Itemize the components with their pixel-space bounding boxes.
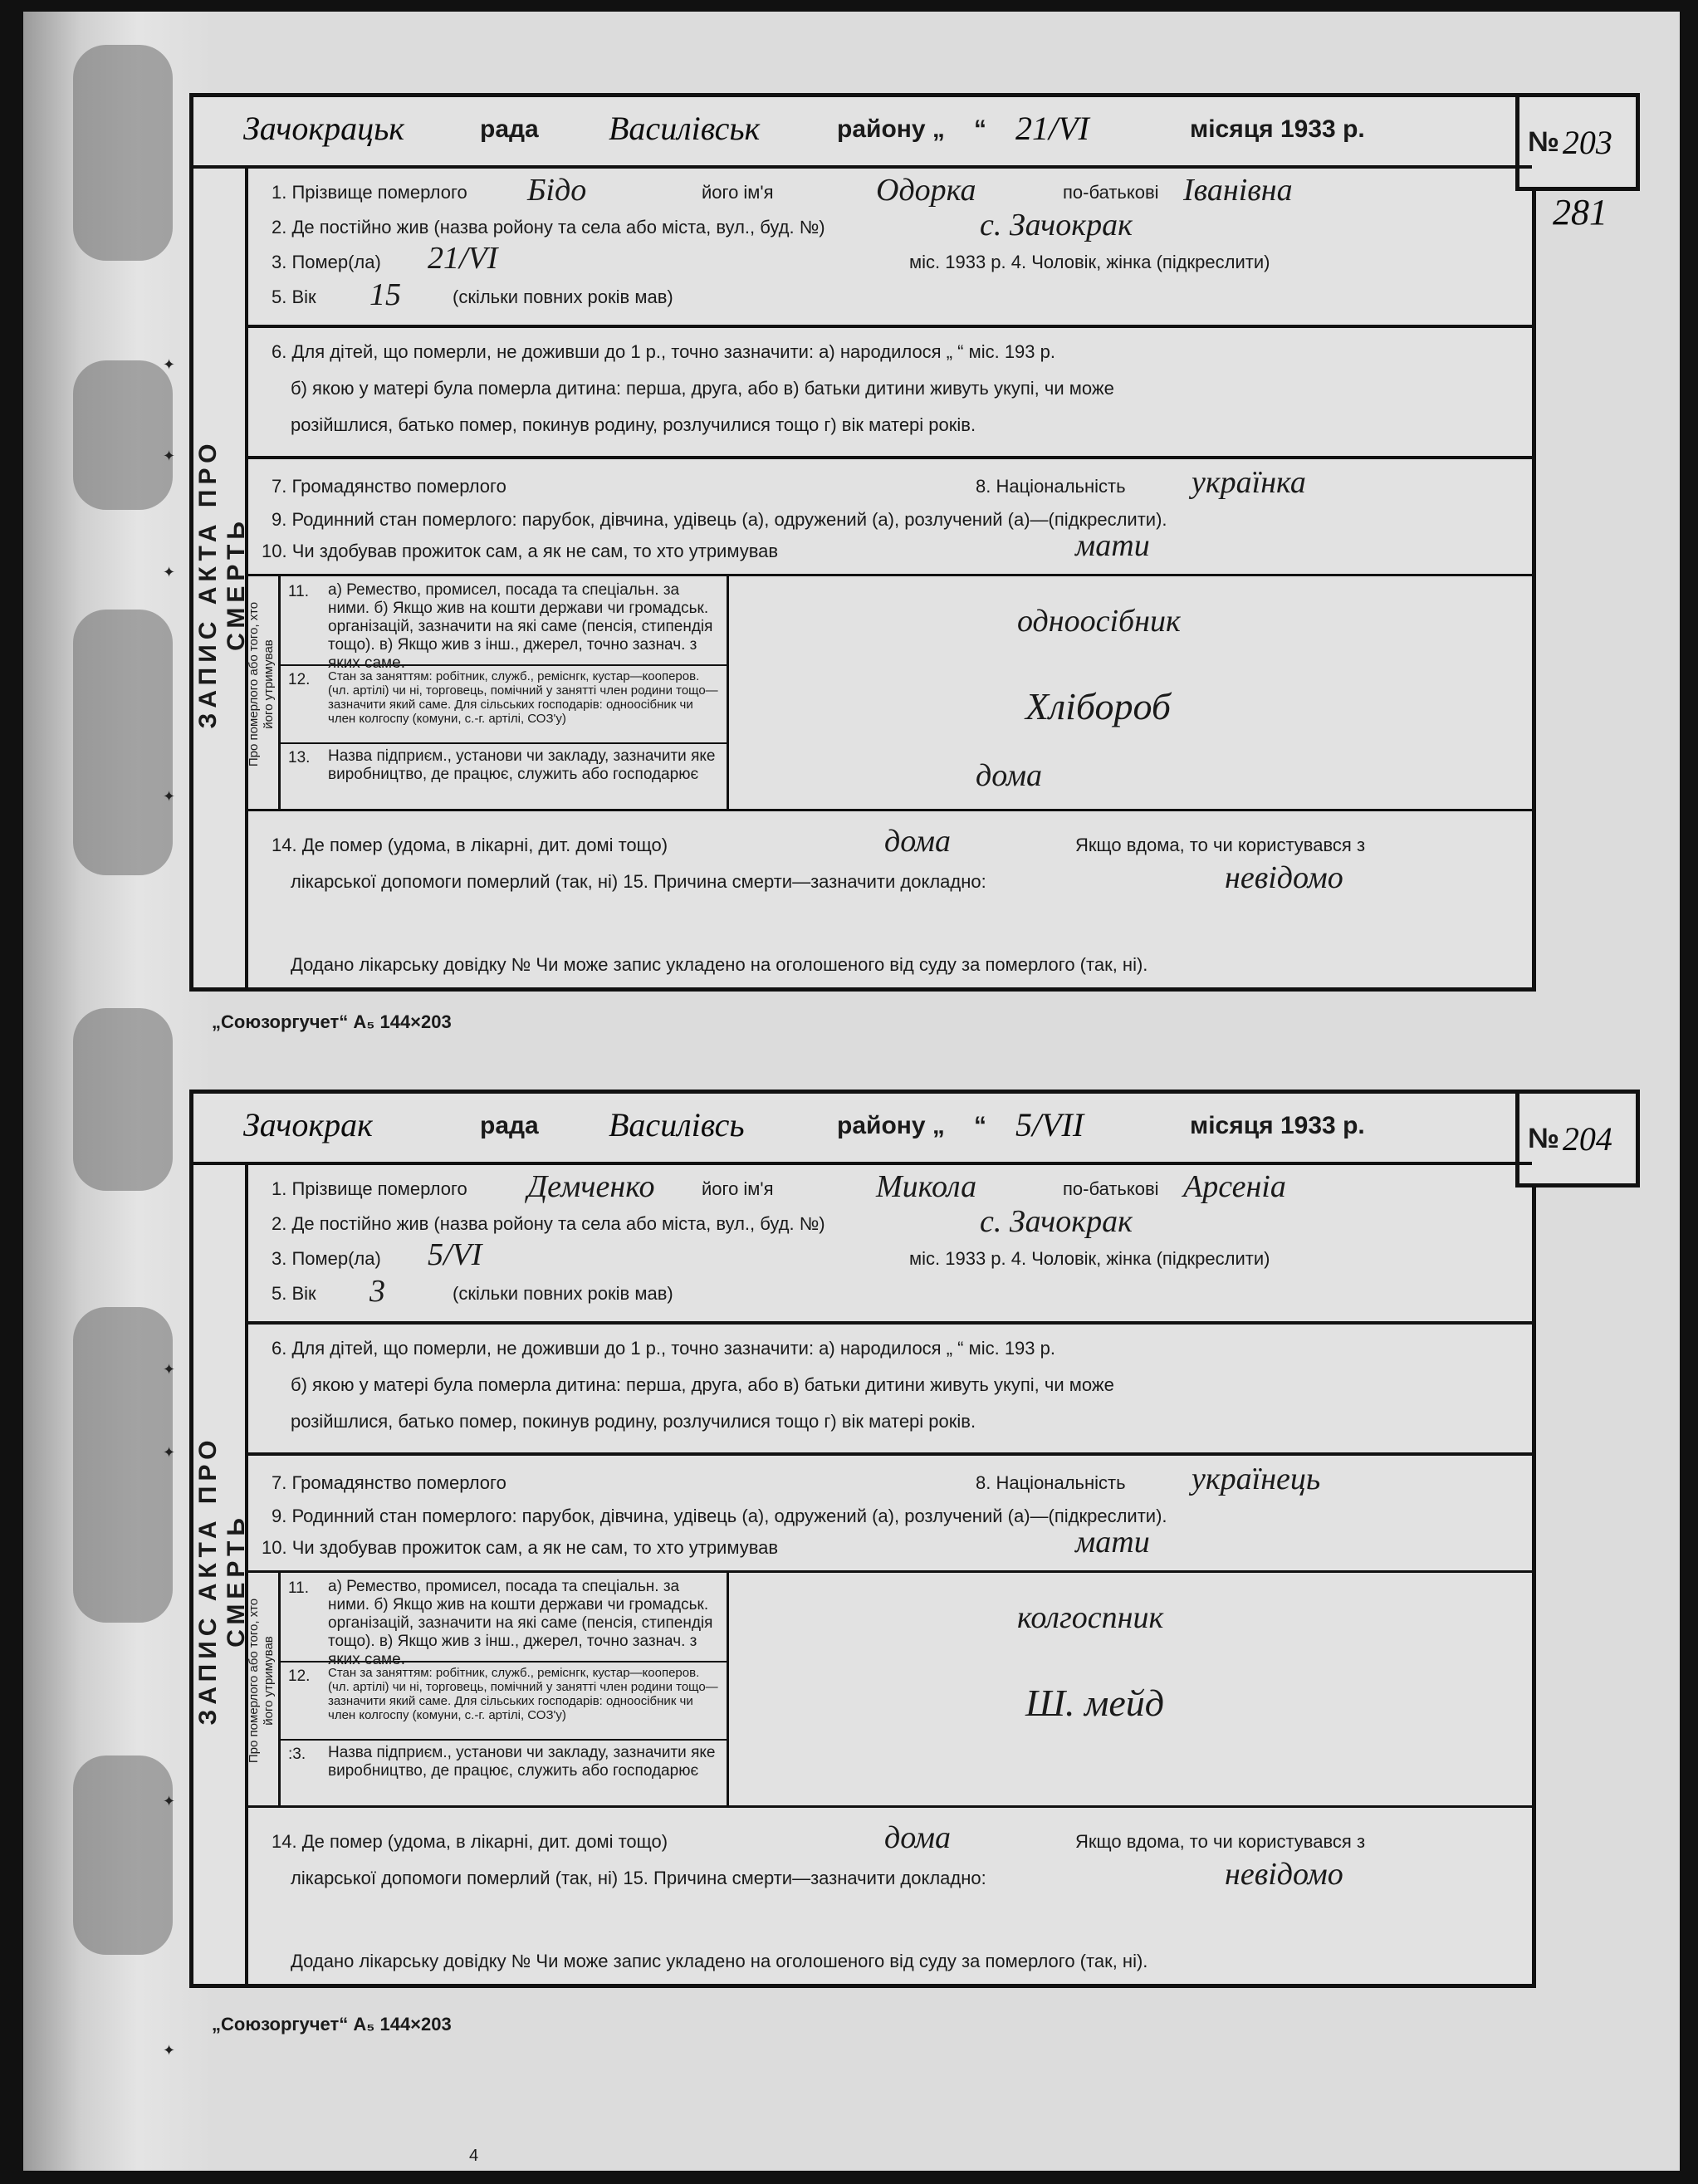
record-number: 203 [1562, 123, 1612, 161]
field-16-label: Додано лікарську довідку № Чи може запис укладено на оголошеного від суду за померлого (так, ні). [291, 1951, 1148, 1971]
binding-edge [23, 12, 214, 2171]
binding-hole-icon: ✦ [163, 564, 176, 580]
field-1-label: 1. Прізвище померлого [272, 1178, 467, 1199]
field-11-label: а) Ремество, промисел, посада та спеціальн. за ними. б) Якщо жив на кошти держави чи громадськ. організацій, зазначити на які саме (пенсія, стипендія тощо). в) Якщо жив з інш., джерел, точно зазнач. з яких саме. [328, 1578, 713, 1668]
field-13-number: :3. [288, 1746, 306, 1763]
field-10-row [245, 1525, 1532, 1567]
village-council-name: Зачокрак [243, 1106, 373, 1143]
rayon-label: району „ [837, 115, 945, 143]
age-value: 3 [369, 1274, 385, 1309]
patronymic-value: Іванівна [1183, 173, 1293, 208]
occupation-questions [278, 576, 729, 809]
field-12-label: Стан за заняттям: робітник, служб., реміснгк, кустар—кооперов. (чл. артілі) чи ні, торговець, помічний у занятті член родини тощо—зазначити який саме. Для сільських господарів: одноосібник чи член колгоспу (комуни, с.-г. артілі, СОЗ'у) [328, 669, 718, 726]
field-10-row [245, 528, 1532, 570]
village-council-name: Зачокрацьк [243, 110, 404, 147]
field-6c-label: розійшлися, батько помер, покинув родину, розлучилися тощо г) вік матері років. [291, 414, 976, 435]
field-5-row [245, 277, 1532, 312]
record-body [245, 165, 1532, 987]
binding-hole-icon: ✦ [163, 1793, 176, 1809]
field-3-row [245, 1237, 1532, 1273]
field-13-label: Назва підприєм., установи чи закладу, зазначити яке виробництво, де працює, служить або господарює [328, 747, 716, 783]
field-3-row [245, 241, 1532, 277]
field-11-number: 11. [288, 1579, 310, 1597]
district-name: Василівськ [609, 110, 761, 147]
field-1-label: 1. Прізвище померлого [272, 182, 467, 203]
occupation-side-text: Про померлого або того, хто його утримував [247, 601, 276, 767]
field-13-label: Назва підприєм., установи чи закладу, зазначити яке виробництво, де працює, служить або господарює [328, 1744, 716, 1780]
status-value: Хлібороб [1025, 685, 1171, 727]
occupation-questions [278, 1573, 729, 1805]
age-note: (скільки повних років мав) [453, 286, 673, 307]
residence-value: с. Зачокрак [980, 1204, 1133, 1239]
registration-date: 5/VII [1015, 1106, 1084, 1143]
date-quote: “ [974, 1112, 986, 1139]
field-15-label: лікарської допомоги померлий (так, ні) 15. Причина смерти—зазначити докладно: [291, 1868, 986, 1888]
number-label: № [1528, 1122, 1559, 1154]
nationality-value: українка [1192, 465, 1306, 500]
divider [245, 456, 1532, 459]
record-header [193, 97, 1532, 169]
age-value: 15 [369, 277, 401, 312]
field-13-number: 13. [288, 749, 311, 766]
rada-label: рада [480, 1112, 539, 1139]
field-8-label: 8. Національність [976, 1472, 1126, 1493]
name-label: його ім'я [702, 1178, 774, 1199]
binding-hole-icon: ✦ [163, 448, 176, 464]
binding-hole-icon: ✦ [163, 1361, 176, 1378]
binding-hole-icon: ✦ [163, 1444, 176, 1461]
field-3-4-label: міс. 1933 р. 4. Чоловік, жінка (підкреслити) [909, 252, 1270, 272]
district-name: Василівсь [609, 1106, 745, 1143]
divider [245, 1452, 1532, 1456]
form-footer: „Союзоргучет“ А₅ 144×203 [212, 1011, 452, 1032]
field-6a-label: 6. Для дітей, що померли, не доживши до 1 р., точно зазначити: а) народилося „ “ міс. 193 р. [272, 1338, 1055, 1359]
form-footer: „Союзоргучет“ А₅ 144×203 [212, 2014, 452, 2035]
field-2-row [245, 1204, 1532, 1239]
field-14-note: Якщо вдома, то чи користувався з [1075, 1831, 1366, 1852]
occupation-side [245, 1573, 281, 1805]
field-7-label: 7. Громадянство померлого [272, 1472, 506, 1493]
field-14-note: Якщо вдома, то чи користувався з [1075, 835, 1366, 855]
field-5-label: 5. Вік [272, 286, 316, 307]
death-date-value: 5/VI [428, 1237, 482, 1272]
occupation-section [245, 1570, 1532, 1808]
field-3-label: 3. Помер(ла) [272, 1248, 381, 1269]
divider [245, 1321, 1532, 1325]
name-value: Микола [876, 1169, 977, 1204]
record-number: 204 [1562, 1119, 1612, 1158]
field-3-4-label: міс. 1933 р. 4. Чоловік, жінка (підкреслити) [909, 1248, 1270, 1269]
workplace-value: дома [976, 758, 1043, 793]
field-13-cell [278, 1739, 727, 1800]
patronymic-label: по-батькові [1063, 182, 1159, 203]
field-11-cell [278, 576, 727, 672]
patronymic-value: Арсеніа [1183, 1169, 1286, 1204]
cause-of-death-value: невідомо [1225, 1857, 1343, 1892]
field-1-row [245, 173, 1532, 208]
archive-mark: 281 [1553, 192, 1607, 233]
supporter-value: мати [1075, 528, 1150, 563]
field-8-label: 8. Національність [976, 476, 1126, 497]
supporter-value: мати [1075, 1525, 1150, 1560]
field-15-label: лікарської допомоги померлий (так, ні) 15. Причина смерти—зазначити докладно: [291, 871, 986, 892]
record-side-title [193, 1162, 248, 1984]
field-12-cell [278, 664, 727, 744]
death-record-form [189, 1090, 1612, 1988]
field-3-label: 3. Помер(ла) [272, 252, 381, 272]
field-2-row [245, 208, 1532, 242]
field-14-label: 14. Де помер (удома, в лікарні, дит. домі тощо) [272, 1831, 668, 1852]
date-quote: “ [974, 115, 986, 143]
occupation-side [245, 576, 281, 809]
field-2-label: 2. Де постійно жив (назва ройону та села або міста, вул., буд. №) [272, 1213, 825, 1234]
side-title-text: ЗАПИС АКТА ПРО СМЕРТЬ [194, 1435, 250, 1726]
record-side-title [193, 165, 248, 987]
record-body [245, 1162, 1532, 1984]
field-11-label: а) Ремество, промисел, посада та спеціальн. за ними. б) Якщо жив на кошти держави чи громадськ. організацій, зазначити на які саме (пенсія, стипендія тощо). в) Якщо жив з інш., джерел, точно зазнач. з яких саме. [328, 581, 713, 672]
surname-value: Бідо [527, 173, 587, 208]
registration-date: 21/VI [1015, 110, 1089, 147]
field-1-row [245, 1169, 1532, 1204]
field-14-label: 14. Де помер (удома, в лікарні, дит. домі тощо) [272, 835, 668, 855]
divider [245, 325, 1532, 328]
rayon-label: району „ [837, 1112, 945, 1139]
field-15-row [245, 1857, 1532, 1898]
place-of-death-value: дома [884, 824, 952, 859]
side-title-text: ЗАПИС АКТА ПРО СМЕРТЬ [194, 438, 250, 729]
name-value: Одорка [876, 173, 976, 208]
field-10-label: 10. Чи здобував прожиток сам, а як не сам, то хто утримував [262, 541, 779, 561]
field-16-label: Додано лікарську довідку № Чи може запис укладено на оголошеного від суду за померлого (так, ні). [291, 954, 1148, 975]
record-number-box [1515, 93, 1640, 191]
rada-label: рада [480, 115, 539, 143]
field-6c-label: розійшлися, батько помер, покинув родину, розлучилися тощо г) вік матері років. [291, 1411, 976, 1432]
surname-value: Демченко [527, 1169, 655, 1204]
field-2-label: 2. Де постійно жив (назва ройону та села або міста, вул., буд. №) [272, 217, 825, 237]
field-5-label: 5. Вік [272, 1283, 316, 1304]
field-12-cell [278, 1661, 727, 1741]
field-6b-label: б) якою у матері була померла дитина: перша, друга, або в) батьки дитини живуть укупі, чи може [291, 378, 1114, 399]
field-7-8-row [245, 1462, 1532, 1502]
death-date-value: 21/VI [428, 241, 498, 276]
patronymic-label: по-батькові [1063, 1178, 1159, 1199]
field-6a-label: 6. Для дітей, що померли, не доживши до 1 р., точно зазначити: а) народилося „ “ міс. 193 р. [272, 341, 1055, 362]
binding-hole-icon: ✦ [163, 356, 176, 373]
binding-hole-icon: ✦ [163, 788, 176, 805]
record-number-box [1515, 1090, 1640, 1187]
record-header [193, 1094, 1532, 1165]
field-7-label: 7. Громадянство померлого [272, 476, 506, 497]
status-value: Ш. мейд [1025, 1682, 1165, 1724]
field-15-row [245, 860, 1532, 901]
field-7-8-row [245, 465, 1532, 506]
field-12-number: 12. [288, 1667, 311, 1685]
field-11-cell [278, 1573, 727, 1668]
occupation-value: одноосібник [1017, 604, 1181, 639]
nationality-value: українець [1192, 1462, 1321, 1496]
number-label: № [1528, 125, 1559, 158]
occupation-section [245, 574, 1532, 811]
field-6b-label: б) якою у матері була померла дитина: перша, друга, або в) батьки дитини живуть укупі, чи може [291, 1374, 1114, 1395]
month-year-label: місяця 1933 р. [1190, 1112, 1365, 1139]
age-note: (скільки повних років мав) [453, 1283, 673, 1304]
name-label: його ім'я [702, 182, 774, 203]
cause-of-death-value: невідомо [1225, 860, 1343, 895]
field-12-label: Стан за заняттям: робітник, служб., реміснгк, кустар—кооперов. (чл. артілі) чи ні, торговець, помічний у занятті член родини тощо—зазначити який саме. Для сільських господарів: одноосібник чи член колгоспу (комуни, с.-г. артілі, СОЗ'у) [328, 1666, 718, 1722]
field-10-label: 10. Чи здобував прожиток сам, а як не сам, то хто утримував [262, 1537, 779, 1558]
page-bottom-mark: 4 [469, 2147, 479, 2165]
field-9-label: 9. Родинний стан померлого: парубок, дівчина, удівець (а), одружений (а), розлучений (а)—(підкреслити). [272, 1506, 1167, 1526]
residence-value: с. Зачокрак [980, 208, 1133, 242]
field-13-cell [278, 742, 727, 804]
field-5-row [245, 1274, 1532, 1309]
occupation-value: колгоспник [1017, 1600, 1164, 1635]
field-12-number: 12. [288, 671, 311, 688]
occupation-side-text: Про померлого або того, хто його утримував [247, 1598, 276, 1764]
field-9-label: 9. Родинний стан померлого: парубок, дівчина, удівець (а), одружений (а), розлучений (а)—(підкреслити). [272, 509, 1167, 530]
place-of-death-value: дома [884, 1820, 952, 1855]
field-11-number: 11. [288, 583, 310, 600]
month-year-label: місяця 1933 р. [1190, 115, 1365, 143]
binding-hole-icon: ✦ [163, 2042, 176, 2059]
